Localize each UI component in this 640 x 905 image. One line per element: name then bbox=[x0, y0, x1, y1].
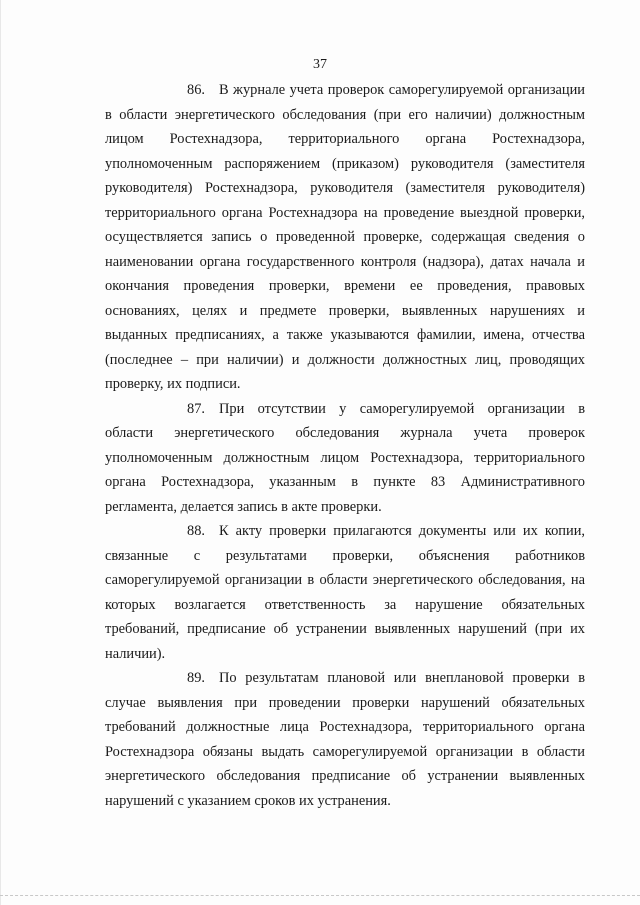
paragraph-text: По результатам плановой или внеплановой проверки в случае выявления при проведении проверки нарушений обязательных требований должностные лица Ростехнадзора, территориального органа Ростехнадзора обязаны выдать саморегулируемой организации в области энергетического обследования предписание об устранении выявленных нарушений с указанием сроков их устранения. bbox=[105, 670, 585, 809]
paragraph-87 bbox=[105, 397, 585, 520]
paragraph-86 bbox=[105, 78, 585, 397]
paragraph-number: 89. bbox=[187, 670, 205, 686]
paragraph-88 bbox=[105, 519, 585, 666]
scan-left-edge bbox=[0, 0, 1, 905]
paragraph-text: При отсутствии у саморегулируемой организации в области энергетического обследования журнала учета проверок уполномоченным должностным лицом Ростехнадзора, территориального органа Ростехнадзора, указанным в пункте 83 Административного регламента, делается запись в акте проверки. bbox=[105, 400, 585, 515]
document-body bbox=[105, 78, 585, 813]
paragraph-number: 87. bbox=[187, 400, 205, 417]
paragraph-number: 88. bbox=[187, 523, 205, 539]
paragraph-text: К акту проверки прилагаются документы или их копии, связанные с результатами проверки, объяснения работников саморегулируемой организации в области энергетического обследования, на которых возлагается ответственность за нарушение обязательных требований, предписание об устранении выявленных нарушений (при их наличии). bbox=[105, 523, 585, 662]
scan-bottom-line bbox=[0, 895, 640, 897]
paragraph-text: В журнале учета проверок саморегулируемой организации в области энергетического обследования (при его наличии) должностным лицом Ростехнадзора, территориального органа Ростехнадзора, уполномоченным распоряжением (приказом) руководителя (заместителя руководителя) Ростехнадзора, руководителя (заместителя руководителя) территориального органа Ростехнадзора на проведение выездной проверки, осуществляется запись о проведенной проверке, содержащая сведения о наименовании органа государственного контроля (надзора), датах начала и окончания проведения проверки, времени ее проведения, правовых основаниях, целях и предмете проверки, выявленных нарушениях и выданных предписаниях, а также указываются фамилии, имена, отчества (последнее – при наличии) и должности должностных лиц, проводящих проверку, их подписи. bbox=[105, 82, 585, 392]
paragraph-number: 86. bbox=[187, 82, 205, 98]
paragraph-89 bbox=[105, 666, 585, 813]
page-number: 37 bbox=[313, 57, 327, 72]
